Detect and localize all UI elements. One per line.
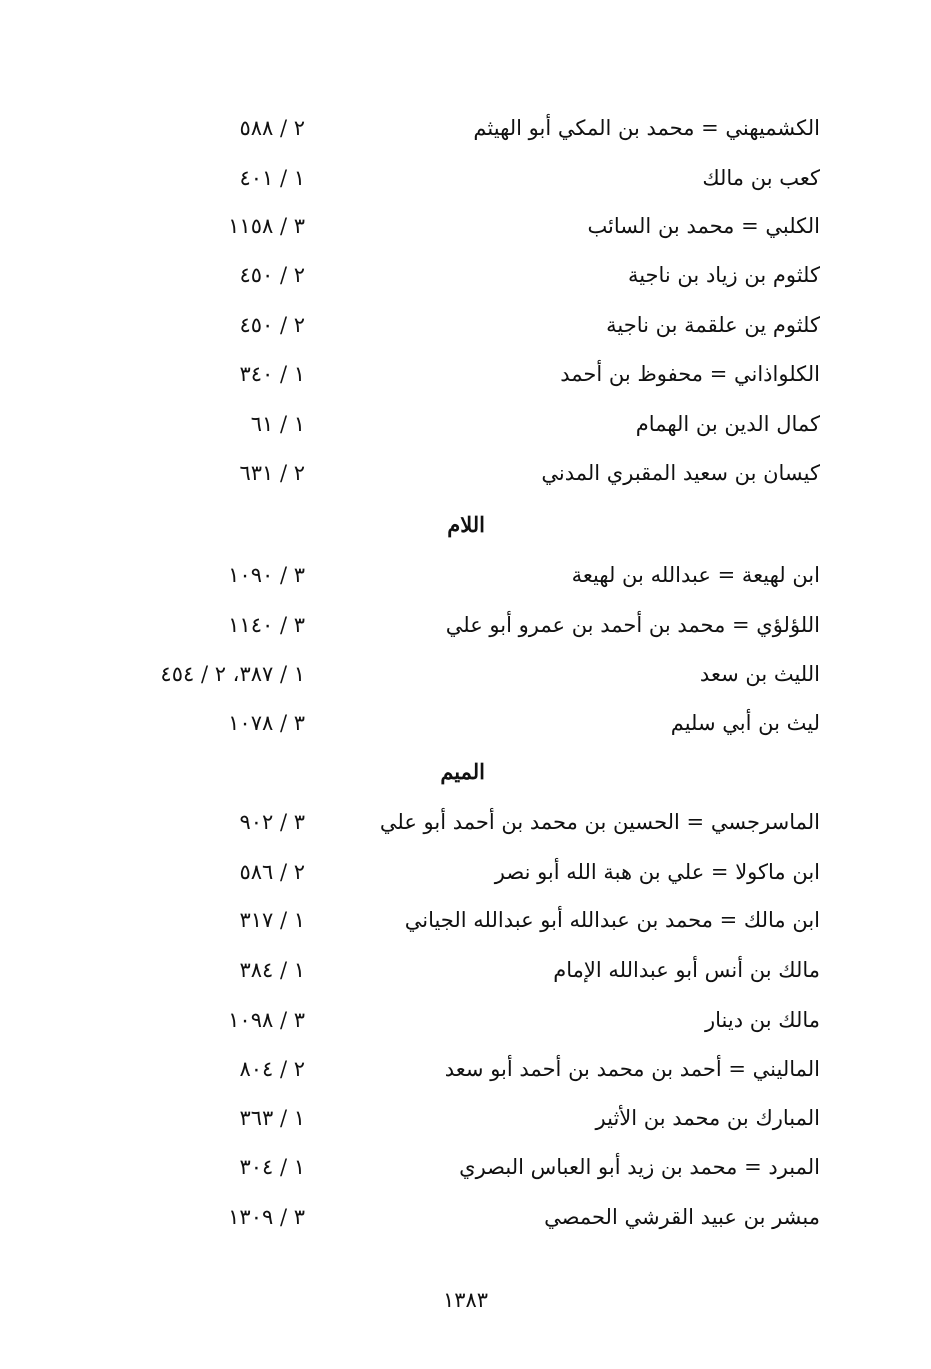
index-entry [60, 206, 820, 246]
entry-reference: ٢ / ٨٠٤ [239, 1057, 305, 1081]
entry-reference: ٢ / ٦٣١ [239, 461, 305, 485]
index-entry [60, 453, 820, 493]
entry-name: كيسان بن سعيد المقبري المدني [541, 461, 820, 485]
index-entry [60, 802, 820, 842]
entry-reference: ١ / ٦١ [250, 412, 305, 436]
entry-name: الماليني = أحمد بن محمد بن أحمد أبو سعد [444, 1057, 820, 1081]
entry-name: الليث بن سعد [699, 662, 820, 686]
entry-name: مالك بن دينار [705, 1008, 820, 1032]
entry-reference: ١ / ٣٨٤ [239, 958, 305, 982]
entry-name: اللؤلؤي = محمد بن أحمد بن عمرو أبو علي [445, 613, 820, 637]
entry-reference: ٣ / ١٠٩٠ [228, 563, 305, 587]
entry-reference: ١ / ٣٠٤ [239, 1155, 305, 1179]
entry-name: الكلبي = محمد بن السائب [587, 214, 820, 238]
entry-name: المبرد = محمد بن زيد أبو العباس البصري [459, 1155, 820, 1179]
index-entry [60, 1147, 820, 1187]
index-entry [60, 1098, 820, 1138]
index-entry [60, 654, 820, 694]
index-entry [60, 1000, 820, 1040]
entry-name: كلثوم ين علقمة بن ناجية [606, 313, 820, 337]
entry-name: مالك بن أنس أبو عبدالله الإمام [553, 958, 820, 982]
index-entry [60, 158, 820, 198]
index-entry [60, 404, 820, 444]
entry-name: ابن لهيعة = عبدالله بن لهيعة [571, 563, 820, 587]
section-heading-lam: اللام [447, 512, 485, 537]
index-entry [60, 354, 820, 394]
entry-reference: ٣ / ١٠٩٨ [228, 1008, 305, 1032]
entry-name: الكشميهني = محمد بن المكي أبو الهيثم [473, 116, 820, 140]
entry-reference: ٣ / ١١٤٠ [228, 613, 305, 637]
entry-name: الكلواذاني = محفوظ بن أحمد [560, 362, 820, 386]
index-entry [60, 555, 820, 595]
index-entry [60, 255, 820, 295]
index-entry [60, 305, 820, 345]
entry-name: مبشر بن عبيد القرشي الحمصي [544, 1205, 820, 1229]
index-entry [60, 950, 820, 990]
entry-reference: ٢ / ٥٨٦ [239, 860, 305, 884]
index-entry [60, 1049, 820, 1089]
entry-name: المبارك بن محمد بن الأثير [595, 1106, 820, 1130]
entry-reference: ١ / ٣٦٣ [239, 1106, 305, 1130]
entry-reference: ٢ / ٤٥٠ [239, 313, 305, 337]
entry-name: الماسرجسي = الحسين بن محمد بن أحمد أبو علي [379, 810, 820, 834]
index-entry [60, 852, 820, 892]
index-entry [60, 108, 820, 148]
entry-reference: ٢ / ٥٨٨ [239, 116, 305, 140]
entry-name: ابن مالك = محمد بن عبدالله أبو عبدالله الجياني [404, 908, 820, 932]
entry-reference: ٣ / ٩٠٢ [239, 810, 305, 834]
entry-name: ليث بن أبي سليم [670, 711, 820, 735]
index-entry [60, 703, 820, 743]
entry-reference: ٣ / ١٠٧٨ [228, 711, 305, 735]
index-entry [60, 1197, 820, 1237]
entry-reference: ٢ / ٤٥٠ [239, 263, 305, 287]
section-heading-mim: الميم [440, 759, 485, 784]
entry-name: كعب بن مالك [702, 166, 820, 190]
index-entry [60, 605, 820, 645]
entry-reference: ١ / ٣١٧ [239, 908, 305, 932]
entry-name: كمال الدين بن الهمام [635, 412, 820, 436]
entry-name: ابن ماكولا = علي بن هبة الله أبو نصر [494, 860, 820, 884]
entry-reference: ١ / ٣٨٧، ٢ / ٤٥٤ [160, 662, 305, 686]
page-number: ١٣٨٣ [442, 1288, 489, 1312]
entry-reference: ١ / ٤٠١ [239, 166, 305, 190]
entry-reference: ١ / ٣٤٠ [239, 362, 305, 386]
entry-name: كلثوم بن زياد بن ناجية [627, 263, 820, 287]
entry-reference: ٣ / ١١٥٨ [228, 214, 305, 238]
entry-reference: ٣ / ١٣٠٩ [228, 1205, 305, 1229]
index-entry [60, 900, 820, 940]
